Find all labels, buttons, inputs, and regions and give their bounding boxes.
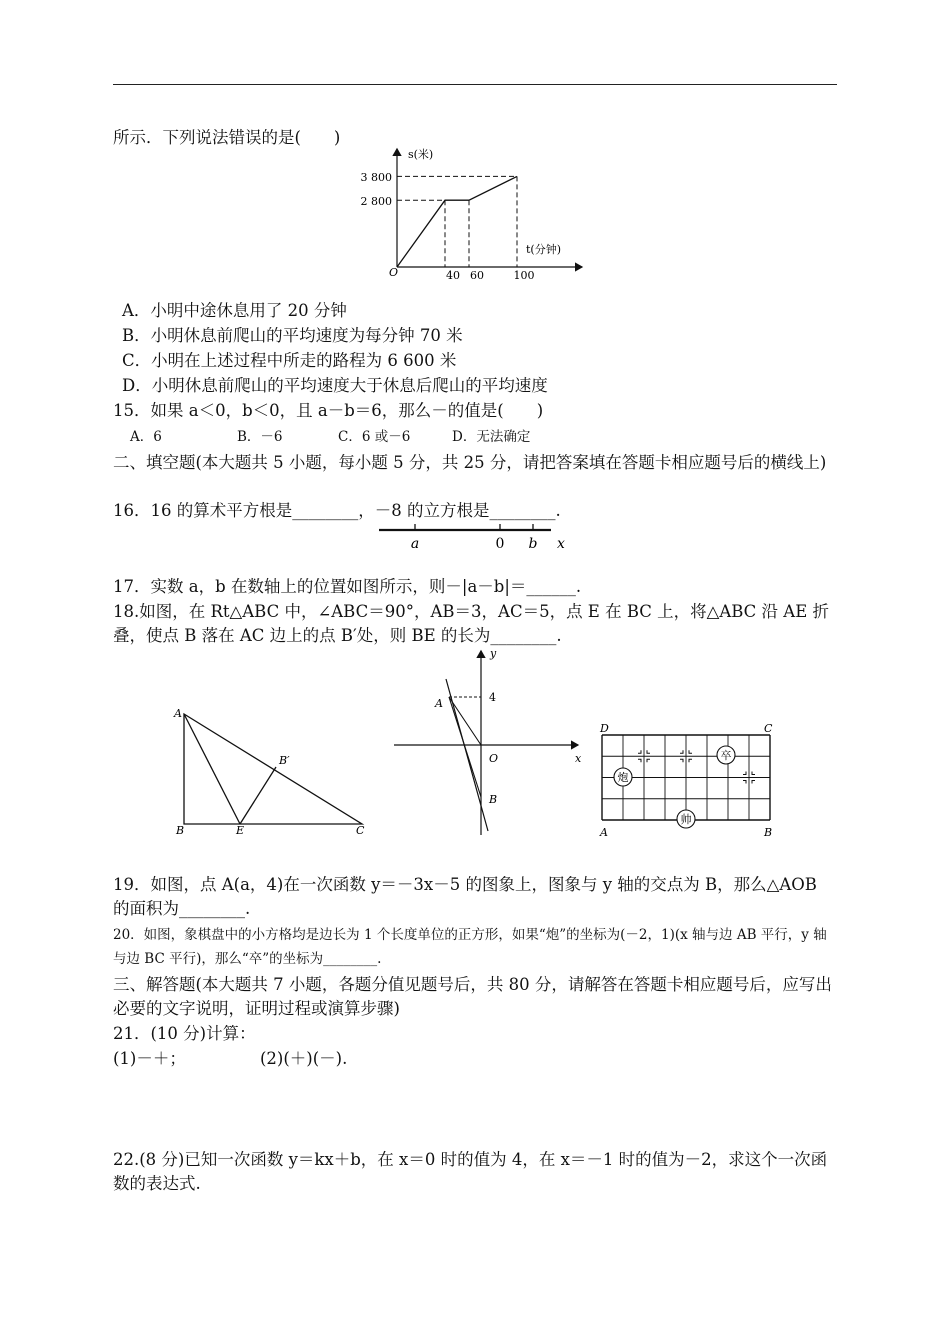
origin-label: O [389,266,399,279]
q15-option-a: A．6 [130,429,162,445]
x-tick-100: 100 [513,269,535,282]
label-y: y [490,647,497,660]
q14-option-c: C．小明在上述过程中所走的路程为 6 600 米 [122,351,457,370]
label-a: a [410,536,420,552]
label-e: E [236,824,245,837]
q17-text: 17．实数 a，b 在数轴上的位置如图所示，则－|a－b|＝______. [113,577,582,596]
q15-option-c: C．6 或－6 [338,429,411,445]
label-b: B [176,824,185,837]
q15-option-d: D．无法确定 [452,429,531,445]
q19-text: 19．如图，点 A(a，4)在一次函数 y＝－3x－5 的图象上，图象与 y 轴的交点为 B，那么△AOB 的面积为________. [113,875,817,918]
q14-stem-tail: 所示．下列说法错误的是( ) [113,128,341,147]
q15-stem: 15．如果 a＜0，b＜0，且 a－b＝6，那么－的值是( ) [113,401,544,420]
piece-pao: 炮 [617,771,629,784]
label-x: x [557,536,565,552]
label-a: A [435,697,443,710]
triangle-figure [170,700,375,840]
q22-text: 22.(8 分)已知一次函数 y＝kx＋b，在 x＝0 时的值为 4，在 x＝－1 时的值为－2，求这个一次函数的表达式. [113,1150,828,1193]
x-tick-40: 40 [446,269,460,282]
q14-option-d: D．小明休息前爬山的平均速度大于休息后爬山的平均速度 [122,376,548,395]
label-4: 4 [489,691,496,704]
q20-text: 20．如图，象棋盘中的小方格均是边长为 1 个长度单位的正方形，如果“炮”的坐标为(－2，1)(x 轴与边 AB 平行，y 轴与边 BC 平行)，那么“卒”的坐标为________. [113,927,827,967]
coordinate-figure [392,645,592,840]
label-x: x [575,752,582,765]
section-2-heading: 二、填空题(本大题共 5 小题，每小题 5 分，共 25 分，请把答案填在答题卡相应题号后的横线上) [113,453,827,472]
piece-zu: 卒 [720,749,732,762]
segment-ao [449,697,481,745]
distance-line [397,176,517,267]
section-3-heading: 三、解答题(本大题共 7 小题，各题分值见题号后，共 80 分，请解答在答题卡相应题号后，应写出必要的文字说明，证明过程或演算步骤) [113,975,832,1018]
q16-text: 16．16 的算术平方根是________，－8 的立方根是________. [113,501,561,520]
y-tick-3800: 3 800 [360,171,392,184]
chess-position-marks [638,750,755,783]
q18-text: 18.如图，在 Rt△ABC 中，∠ABC＝90°，AB＝3，AC＝5，点 E 在 BC 上，将△ABC 沿 AE 折叠，使点 B 落在 AC 边上的点 B′处，则 BE 的长为________. [113,602,830,645]
label-c: C [356,824,365,837]
q21-stem: 21．(10 分)计算： [113,1024,256,1043]
segment-eb-prime [240,767,276,824]
x-axis-label: t(分钟) [526,243,562,256]
label-0: 0 [495,536,505,552]
number-line [375,520,575,554]
label-o: O [489,752,499,765]
y-axis-label: s(米) [408,148,434,161]
q15-option-b: B．－6 [237,429,283,445]
corner-c: C [764,722,773,735]
label-b-prime: B′ [279,754,290,767]
header-rule [113,84,837,85]
corner-d: D [600,722,609,735]
chess-board-figure [596,720,780,842]
corner-a: A [600,826,608,839]
segment-ab [449,697,481,797]
q14-option-b: B．小明休息前爬山的平均速度为每分钟 70 米 [122,326,463,345]
y-tick-2800: 2 800 [360,195,392,208]
fold-line-ae [184,714,240,824]
label-b: b [528,536,538,552]
graph-guides [397,176,517,267]
corner-b: B [764,826,773,839]
q14-option-a: A．小明中途休息用了 20 分钟 [122,301,347,320]
distance-time-graph [352,143,592,288]
label-a: A [174,707,182,720]
piece-shuai: 帅 [680,813,692,826]
triangle-abc [184,714,362,824]
label-b: B [489,793,498,806]
q21-part-1: (1)－＋； [113,1049,186,1068]
x-tick-60: 60 [470,269,484,282]
q21-part-2: (2)(＋)(－). [260,1049,348,1068]
